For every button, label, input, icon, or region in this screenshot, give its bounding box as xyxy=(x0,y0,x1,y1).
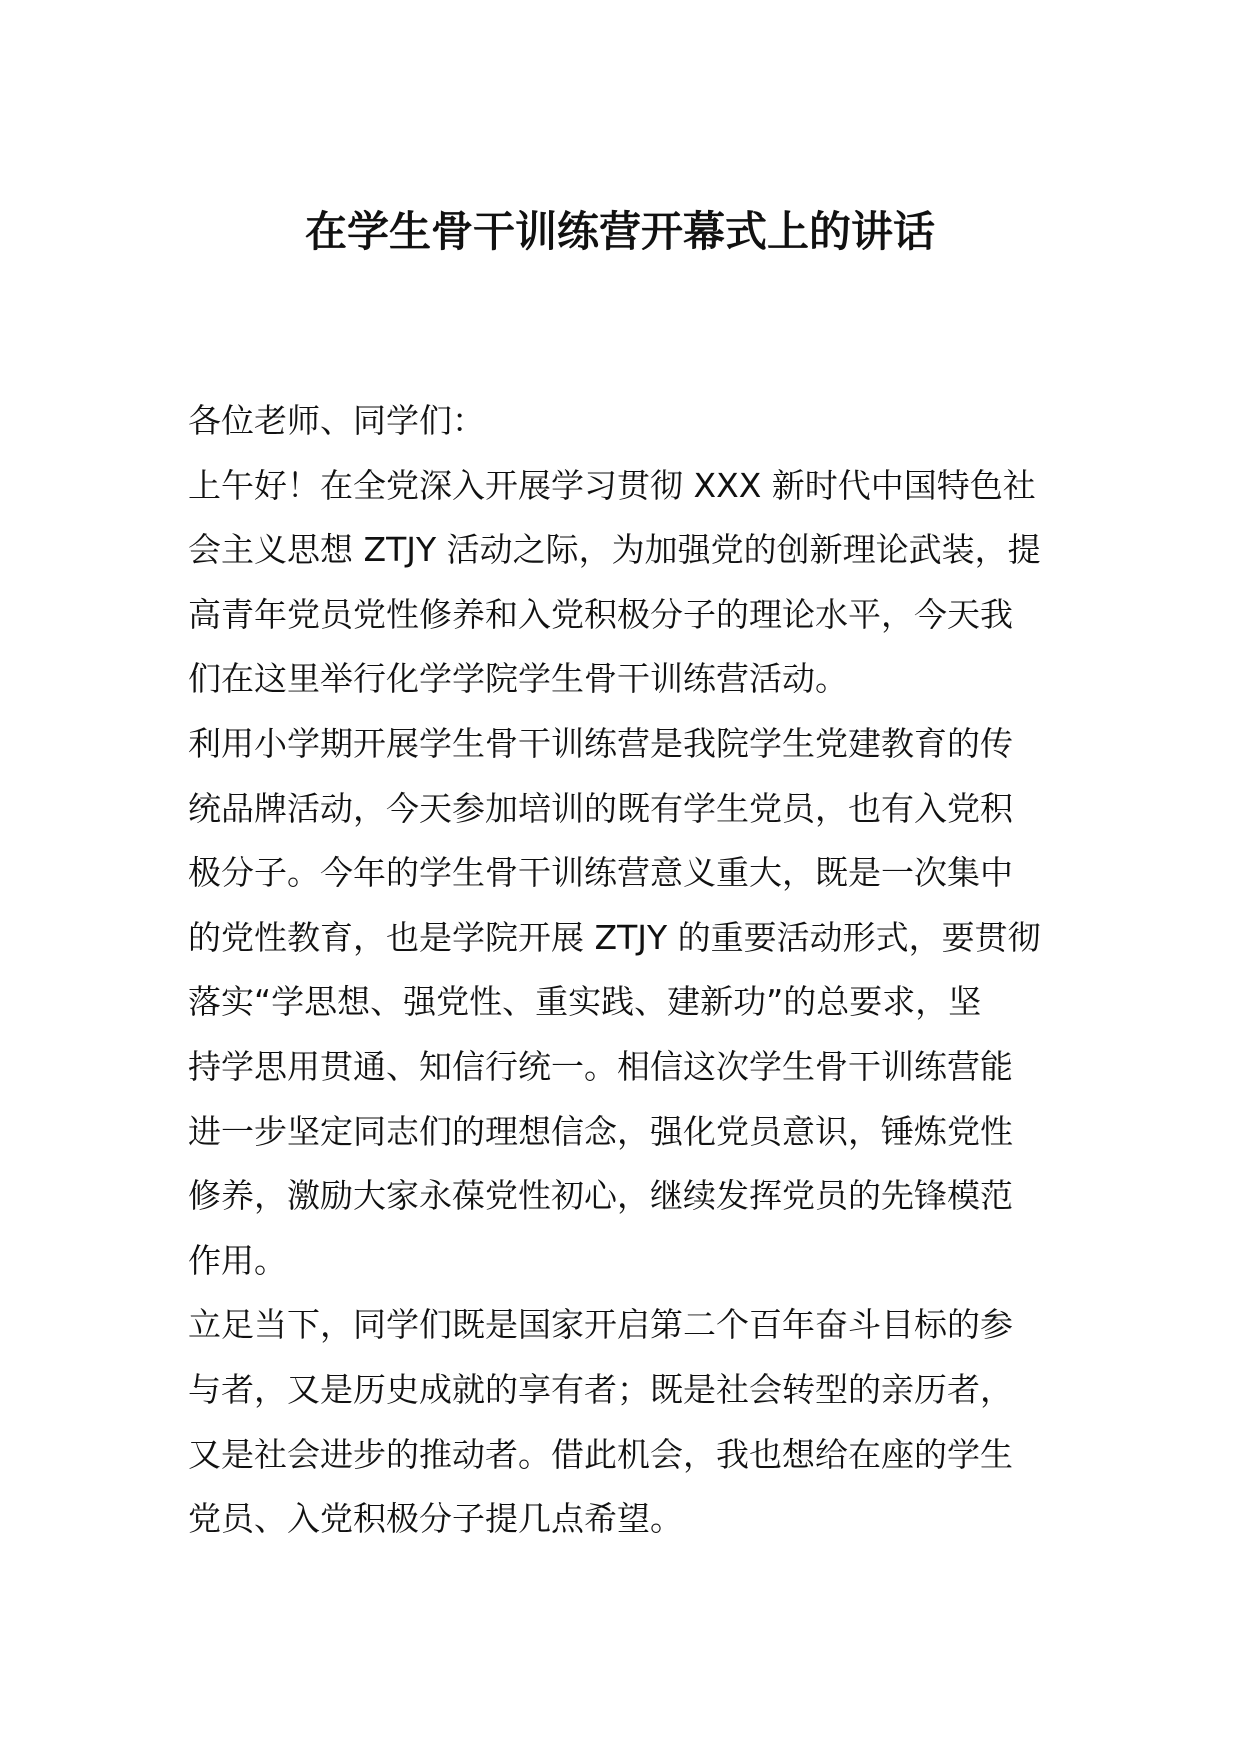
body-line: 作用。 xyxy=(188,1240,287,1280)
body-line: 利用小学期开展学生骨干训练营是我院学生党建教育的传 xyxy=(188,723,1013,763)
body-line: 与者，又是历史成就的享有者；既是社会转型的亲历者， xyxy=(188,1369,1013,1409)
body-line: 立足当下，同学们既是国家开启第二个百年奋斗目标的参 xyxy=(188,1305,1013,1345)
body-line: 修养，激励大家永葆党性初心，继续发挥党员的先锋模范 xyxy=(188,1176,1013,1216)
body-line: 高青年党员党性修养和入党积极分子的理论水平，今天我 xyxy=(188,594,1013,634)
salutation-line: 各位老师、同学们： xyxy=(188,401,485,440)
body-line: 进一步坚定同志们的理想信念，强化党员意识，锤炼党性 xyxy=(188,1111,1013,1151)
body-line: 上午好！在全党深入开展学习贯彻 XXX 新时代中国特色社 xyxy=(188,465,1036,505)
body-line: 落实“学思想、强党性、重实践、建新功”的总要求，坚 xyxy=(188,982,982,1022)
body-line: 党员、入党积极分子提几点希望。 xyxy=(188,1499,683,1539)
document-title: 在学生骨干训练营开幕式上的讲话 xyxy=(304,207,935,256)
body-line: 极分子。今年的学生骨干训练营意义重大，既是一次集中 xyxy=(188,853,1013,893)
document-body xyxy=(188,389,1052,1552)
body-line: 又是社会进步的推动者。借此机会，我也想给在座的学生 xyxy=(188,1434,1013,1474)
body-line: 的党性教育，也是学院开展 ZTJY 的重要活动形式，要贯彻 xyxy=(188,917,1041,957)
body-line: 统品牌活动，今天参加培训的既有学生党员，也有入党积 xyxy=(188,788,1013,828)
body-line: 会主义思想 ZTJY 活动之际，为加强党的创新理论武装，提 xyxy=(188,530,1041,570)
body-line: 持学思用贯通、知信行统一。相信这次学生骨干训练营能 xyxy=(188,1046,1013,1086)
body-line: 们在这里举行化学学院学生骨干训练营活动。 xyxy=(188,659,848,699)
